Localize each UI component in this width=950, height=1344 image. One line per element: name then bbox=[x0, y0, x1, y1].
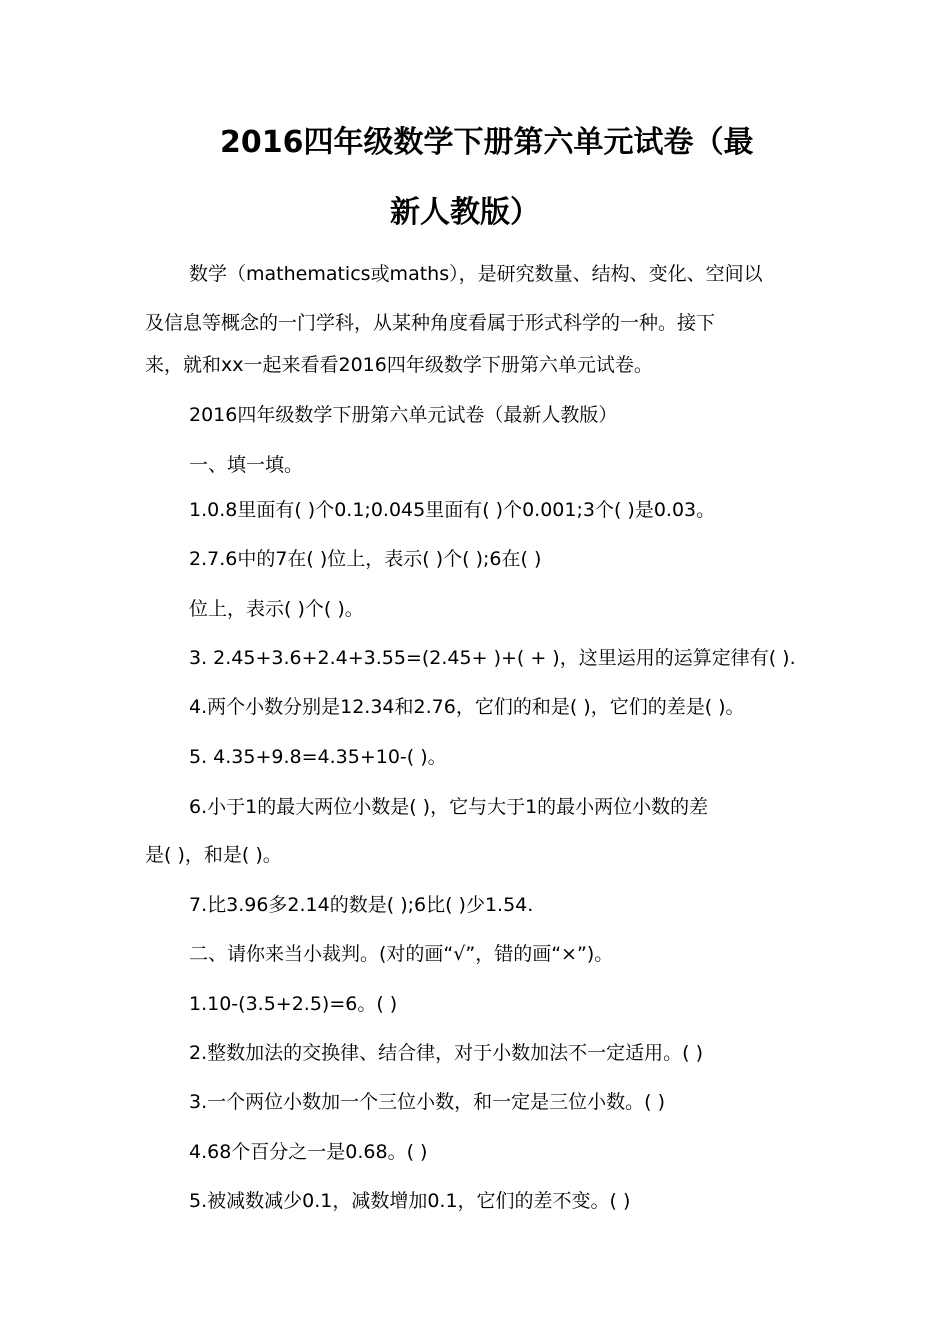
question-item: 1.10-(3.5+2.5)=6。( ) bbox=[189, 993, 398, 1015]
intro-line: 及信息等概念的一门学科，从某种角度看属于形式科学的一种。接下 bbox=[145, 312, 716, 334]
question-item: 7.比3.96多2.14的数是( );6比( )少1.54. bbox=[189, 894, 534, 916]
intro-line: 来，就和xx一起来看看2016四年级数学下册第六单元试卷。 bbox=[145, 354, 653, 376]
question-item: 4.两个小数分别是12.34和2.76，它们的和是( )，它们的差是( )。 bbox=[189, 696, 745, 718]
question-item: 3. 2.45+3.6+2.4+3.55=(2.45+ )+( + )，这里运用的运算定律有( ). bbox=[189, 647, 796, 669]
subtitle: 2016四年级数学下册第六单元试卷（最新人教版） bbox=[189, 404, 618, 426]
question-item: 5. 4.35+9.8=4.35+10-( )。 bbox=[189, 746, 447, 768]
question-item: 3.一个两位小数加一个三位小数，和一定是三位小数。( ) bbox=[189, 1091, 665, 1113]
question-item: 5.被减数减少0.1，减数增加0.1，它们的差不变。( ) bbox=[189, 1190, 631, 1212]
question-item: 1.0.8里面有( )个0.1;0.045里面有( )个0.001;3个( )是0.03。 bbox=[189, 499, 716, 521]
intro-line: 数学（mathematics或maths），是研究数量、结构、变化、空间以 bbox=[189, 263, 763, 285]
question-item: 4.68个百分之一是0.68。( ) bbox=[189, 1141, 428, 1163]
question-item: 6.小于1的最大两位小数是( )，它与大于1的最小两位小数的差 bbox=[189, 796, 709, 818]
question-item: 2.整数加法的交换律、结合律，对于小数加法不一定适用。( ) bbox=[189, 1042, 703, 1064]
question-item: 是( )，和是( )。 bbox=[145, 844, 282, 866]
question-item: 2.7.6中的7在( )位上，表示( )个( );6在( ) bbox=[189, 548, 542, 570]
question-item: 位上，表示( )个( )。 bbox=[189, 598, 364, 620]
section2-heading: 二、请你来当小裁判。(对的画“√”，错的画“×”)。 bbox=[189, 943, 614, 965]
document-title-line1: 2016四年级数学下册第六单元试卷（最 bbox=[220, 125, 754, 160]
section1-heading: 一、填一填。 bbox=[189, 454, 304, 476]
document-title-line2: 新人教版） bbox=[390, 195, 540, 230]
